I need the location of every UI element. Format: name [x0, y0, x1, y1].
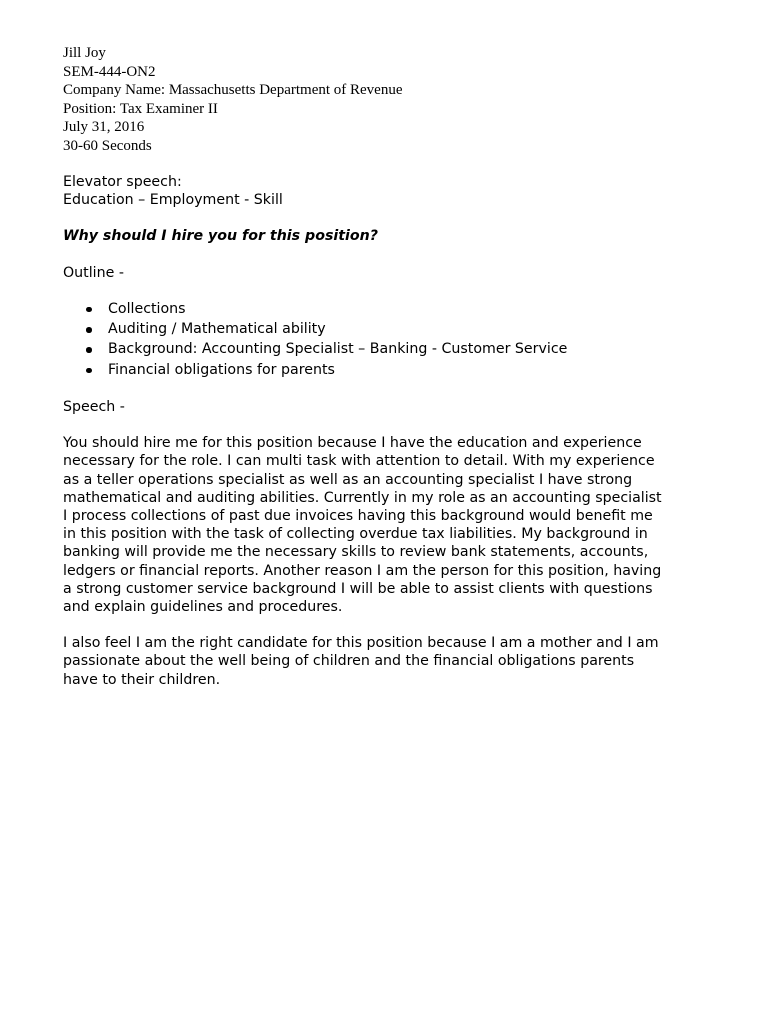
bullet-icon: [86, 307, 92, 313]
paragraph-line: in this position with the task of collecting overdue tax liabilities. My background in: [63, 526, 648, 543]
company-name: Company Name: Massachusetts Department of Revenue: [63, 82, 403, 98]
speech-heading: Speech -: [63, 399, 125, 415]
list-item-text: Auditing / Mathematical ability: [108, 321, 326, 338]
elevator-label: Elevator speech:: [63, 174, 182, 190]
bullet-icon: [86, 368, 92, 374]
paragraph-line: have to their children.: [63, 671, 221, 688]
position-title: Position: Tax Examiner II: [63, 100, 218, 117]
document-date: July 31, 2016: [63, 119, 145, 135]
list-item-text: Financial obligations for parents: [108, 361, 335, 378]
list-item-text: Collections: [108, 300, 186, 317]
paragraph-line: and explain guidelines and procedures.: [63, 599, 343, 616]
elevator-subtitle: Education – Employment - Skill: [63, 192, 283, 209]
author-name: Jill Joy: [63, 45, 106, 61]
list-item: [63, 340, 713, 360]
paragraph-line: necessary for the role. I can multi task with attention to detail. With my experience: [63, 453, 655, 470]
list-item: [63, 361, 713, 381]
paragraph-line: ledgers or financial reports. Another reason I am the person for this position, having: [63, 562, 662, 579]
paragraph-line: You should hire me for this position because I have the education and experience: [63, 435, 642, 452]
list-item-text: Background: Accounting Specialist – Banking - Customer Service: [108, 341, 568, 358]
bullet-icon: [86, 347, 92, 353]
outline-list: [63, 300, 713, 381]
speech-duration: 30-60 Seconds: [63, 137, 152, 154]
reference-code: SEM-444-ON2: [63, 63, 156, 80]
list-item: [63, 320, 713, 340]
paragraph-line: mathematical and auditing abilities. Currently in my role as an accounting specialist: [63, 489, 662, 506]
paragraph-line: banking will provide me the necessary skills to review bank statements, accounts,: [63, 544, 649, 561]
question-heading: Why should I hire you for this position?: [63, 228, 378, 245]
paragraph-line: I process collections of past due invoices having this background would benefit me: [63, 508, 653, 525]
speech-paragraph-2: [63, 634, 713, 689]
speech-paragraph-1: [63, 434, 713, 616]
paragraph-line: I also feel I am the right candidate for this position because I am a mother and I am: [63, 635, 659, 652]
paragraph-line: a strong customer service background I will be able to assist clients with questions: [63, 580, 653, 597]
paragraph-line: as a teller operations specialist as well as an accounting specialist I have strong: [63, 471, 633, 488]
outline-heading: Outline -: [63, 264, 124, 281]
bullet-icon: [86, 327, 92, 333]
document-page: [63, 44, 713, 689]
header-block: [63, 44, 713, 155]
list-item: [63, 300, 713, 320]
paragraph-line: passionate about the well being of children and the financial obligations parents: [63, 653, 635, 670]
elevator-section: [63, 173, 713, 209]
